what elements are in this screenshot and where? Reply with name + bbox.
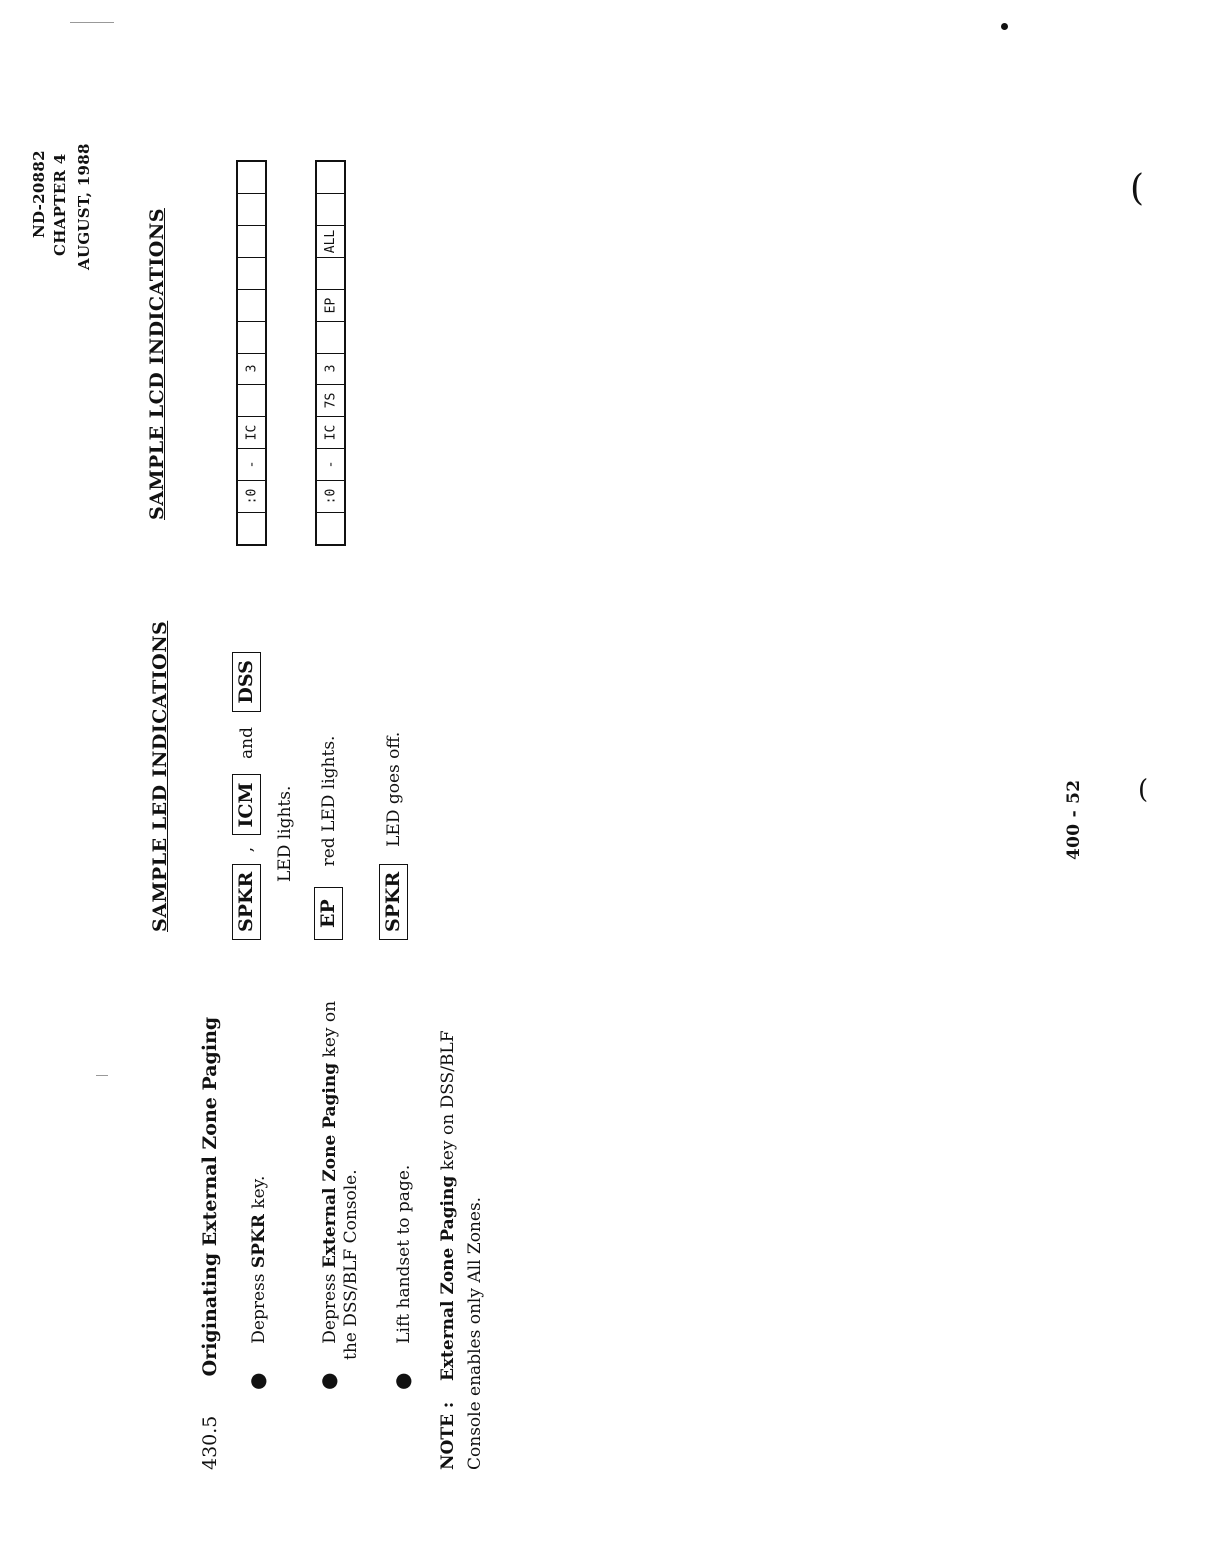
lcd-cell <box>317 513 344 544</box>
note-label: NOTE : <box>438 1401 458 1470</box>
led-row-3-text: LED goes off. <box>384 731 404 847</box>
section-number: 430.5 <box>199 1415 221 1470</box>
step-2-line-2: the DSS/BLF Console. <box>341 1169 361 1360</box>
step-1 <box>247 1176 268 1390</box>
step-2-line-1 <box>318 1001 339 1390</box>
lcd-cell <box>238 258 265 290</box>
led-row-1 <box>232 652 261 940</box>
page-number: 400 - 52 <box>1064 779 1084 860</box>
step-2-key: External Zone Paging <box>320 1062 340 1269</box>
chapter-label: CHAPTER 4 <box>51 153 69 256</box>
lcd-cell <box>238 290 265 322</box>
section-heading <box>201 1017 220 1470</box>
and-text: and <box>237 727 257 760</box>
note-key: External Zone Paging <box>438 1175 458 1382</box>
icm-key: ICM <box>232 774 261 835</box>
lcd-cell <box>238 226 265 258</box>
lcd-cell: ALL <box>317 226 344 258</box>
ep-key: EP <box>314 887 343 940</box>
lcd-cell <box>317 162 344 194</box>
step-1-key: SPKR <box>249 1214 269 1269</box>
lcd-display-1 <box>236 160 267 546</box>
section-title: Originating External Zone Paging <box>199 1016 221 1377</box>
note-line-2: Console enables only All Zones. <box>465 1196 485 1470</box>
lcd-cell: :0 <box>317 481 344 513</box>
lcd-cell: - <box>238 449 265 481</box>
lcd-cell <box>238 322 265 354</box>
led-row-2 <box>314 736 343 940</box>
dss-key: DSS <box>232 652 261 712</box>
scan-speck <box>96 1075 108 1076</box>
lcd-display-2 <box>315 160 346 546</box>
note-line-1 <box>440 1030 457 1470</box>
lcd-cell <box>238 194 265 226</box>
margin-dot <box>1001 23 1008 30</box>
lcd-cell: 3 <box>317 354 344 386</box>
led-indications-title: SAMPLE LED INDICATIONS <box>149 620 171 932</box>
step-1-text-post: key. <box>249 1175 269 1215</box>
led-row-2-text: red LED lights. <box>319 735 339 867</box>
note-text: key on DSS/BLF <box>438 1030 458 1176</box>
bullet: ● <box>245 1372 269 1390</box>
lcd-cell: IC <box>238 417 265 449</box>
lcd-cell <box>238 385 265 417</box>
lcd-cell <box>238 162 265 194</box>
doc-date: AUGUST, 1988 <box>75 143 93 270</box>
lcd-cell <box>238 513 265 544</box>
lcd-cell: IC <box>317 417 344 449</box>
lcd-cell: :0 <box>238 481 265 513</box>
separator: , <box>237 846 257 853</box>
bullet: ● <box>390 1372 414 1390</box>
lcd-cell: 7S <box>317 385 344 417</box>
lcd-indications-title: SAMPLE LCD INDICATIONS <box>146 208 168 520</box>
lcd-cell <box>317 322 344 354</box>
lcd-cell: 3 <box>238 354 265 386</box>
led-row-1-line-2: LED lights. <box>275 785 295 882</box>
spkr-key: SPKR <box>379 864 408 940</box>
spkr-key: SPKR <box>232 864 261 940</box>
step-2-text-post: key on <box>320 1000 340 1063</box>
lcd-cell: EP <box>317 290 344 322</box>
scan-speck <box>70 22 114 23</box>
lcd-cell: - <box>317 449 344 481</box>
doc-id: ND-20882 <box>30 150 48 238</box>
bullet: ● <box>316 1372 340 1390</box>
lcd-cell <box>317 258 344 290</box>
margin-mark: ( <box>1138 775 1149 805</box>
lcd-cell <box>317 194 344 226</box>
margin-mark: ( <box>1130 168 1145 209</box>
step-3-text: Lift handset to page. <box>394 1164 414 1344</box>
led-row-3 <box>379 732 408 940</box>
step-1-text-pre: Depress <box>249 1268 269 1344</box>
step-2-text-pre: Depress <box>320 1268 340 1344</box>
step-3 <box>392 1165 413 1390</box>
